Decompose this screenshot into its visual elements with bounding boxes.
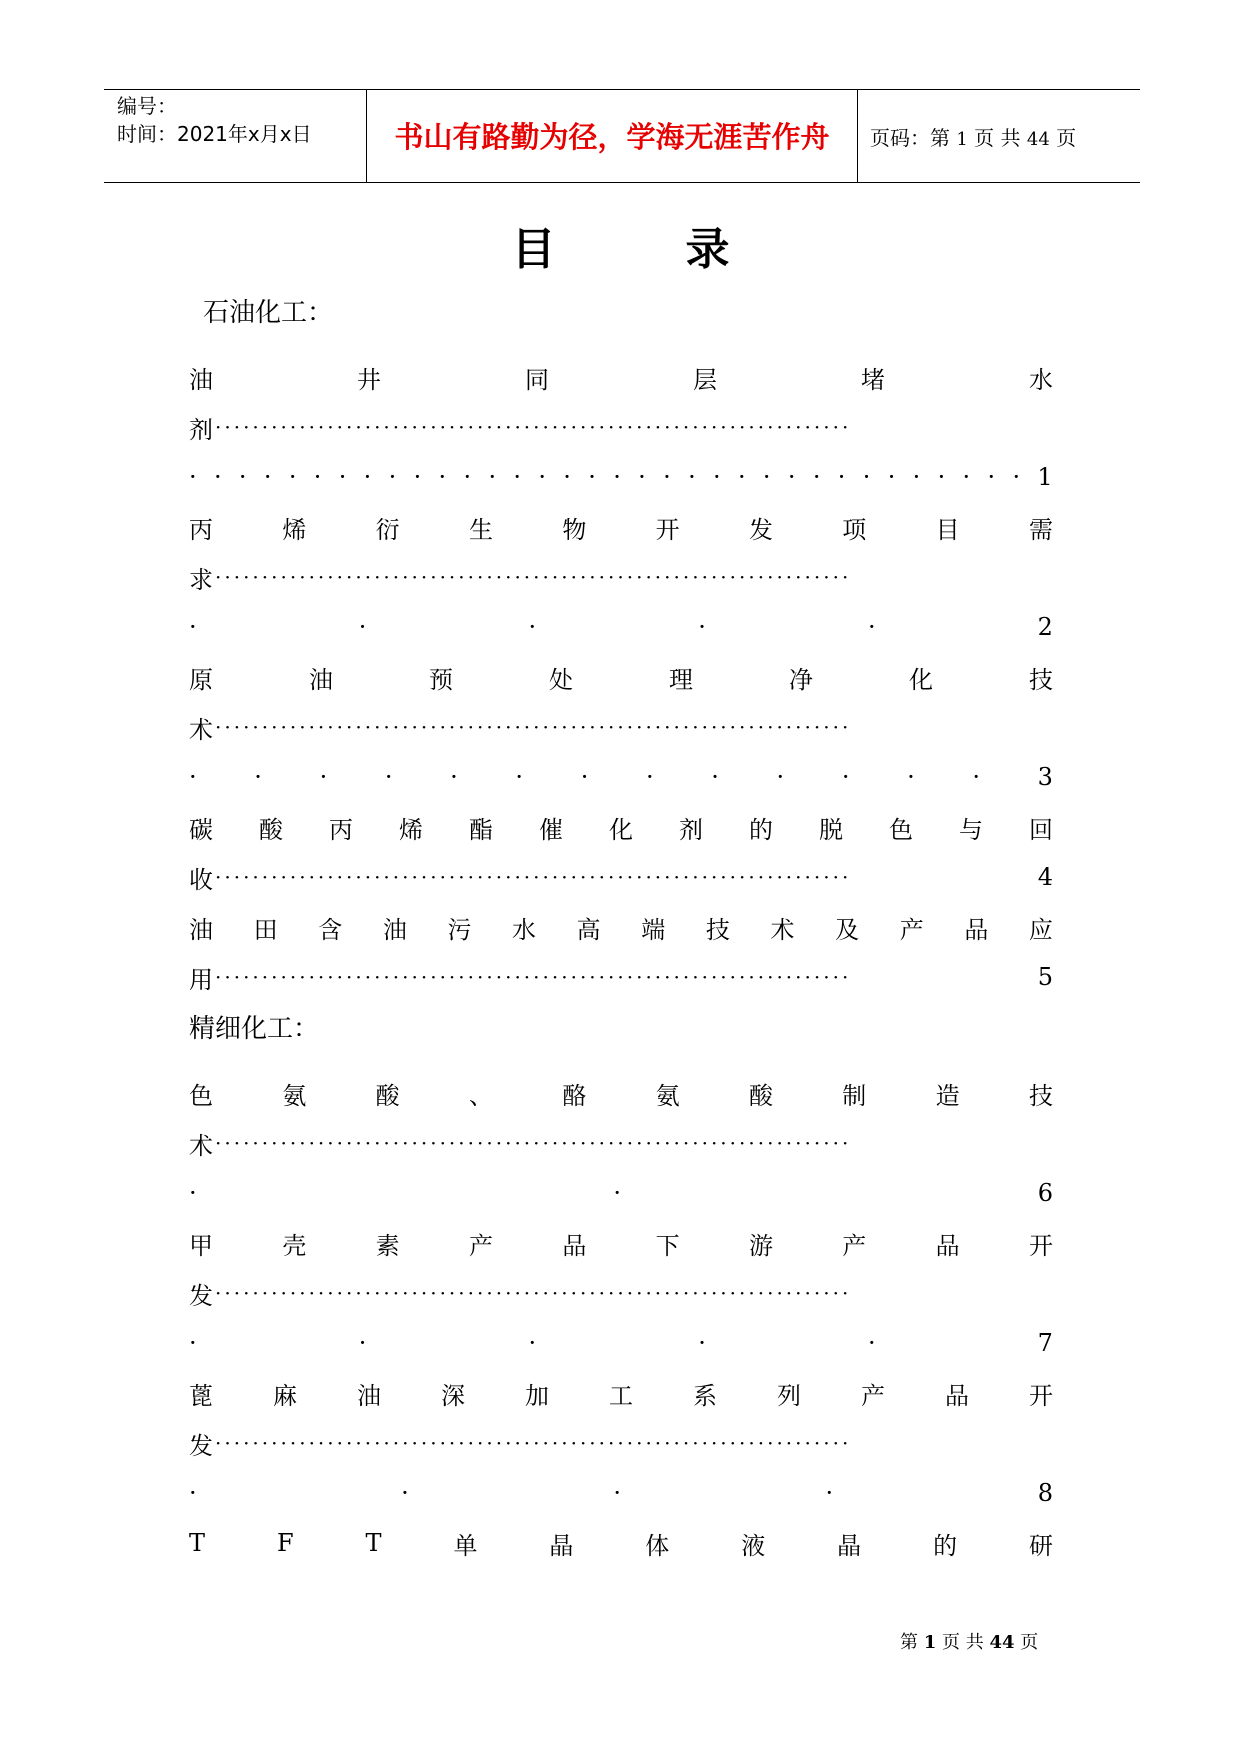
dot: · [737,463,746,491]
dot: · [711,763,719,791]
char: 化 [909,665,933,694]
dot: · [338,463,347,491]
char: 深 [441,1381,465,1410]
char: 液 [741,1531,766,1560]
footer-total: 44 [989,1632,1015,1653]
char: 甲 [189,1231,213,1260]
dot: · [213,463,222,491]
char: 术 [770,915,795,944]
section-heading-petrochemical: 石油化工： [203,298,334,328]
page-footer [900,1628,1038,1654]
dot-leader: ···································································· [215,1281,852,1305]
dot: · [413,463,422,491]
toc-entry-7-title[interactable] [189,1223,1053,1263]
char: 丙 [329,815,353,844]
dot: · [912,463,921,491]
dot: · [837,463,846,491]
dot: · [401,1479,409,1507]
char: 开 [1029,1381,1053,1410]
dot: · [488,463,497,491]
dot-leader: ···································································· [215,1431,852,1455]
dot: · [867,1329,876,1357]
dot: · [713,463,721,491]
char: 剂 [679,815,703,844]
dot: · [762,463,771,491]
dot: · [450,763,458,791]
char: 晶 [837,1531,862,1560]
header-divider-right [857,89,858,183]
char: 酸 [259,815,283,844]
char: 化 [609,815,633,844]
char: 物 [562,515,587,544]
dot: · [358,613,367,641]
dot: · [538,463,546,491]
dot: · [862,463,871,491]
dot: · [663,463,671,491]
toc-entry-2-page-line [189,607,1053,647]
dot: · [513,463,522,491]
dot: · [319,763,328,791]
dot: · [238,463,247,491]
dot: · [776,763,785,791]
dot: · [613,1479,621,1507]
dot: · [384,763,393,791]
dot: · [887,463,896,491]
char: F [276,1529,294,1557]
char: 列 [777,1381,801,1410]
char: 制 [842,1081,867,1110]
page-label-mid: 页 共 [974,126,1021,150]
dot: · [189,1179,197,1207]
char: 酸 [375,1081,400,1110]
char: 体 [645,1531,670,1560]
char: 酪 [562,1081,587,1110]
char: 发 [189,1281,213,1310]
char: 污 [447,915,472,944]
char: 品 [945,1381,969,1410]
char: 下 [655,1231,680,1260]
char: 技 [705,915,730,944]
dot-leader: ···································································· [215,865,852,889]
char: 工 [609,1381,633,1410]
section-heading-fine-chemical: 精细化工： [189,1014,320,1044]
char: 发 [189,1431,213,1460]
page-current: 1 [956,129,968,150]
dot: · [313,463,322,491]
date-label: 时间：2021年x月x日 [117,122,312,146]
header-bottom-rule [104,182,1140,183]
dot-leader: ···································································· [215,715,852,739]
char: 项 [842,515,867,544]
char: T [365,1529,382,1557]
char: 水 [512,915,537,944]
char: 用 [189,965,213,994]
toc-entry-5-title[interactable] [189,907,1053,947]
char: 堵 [861,365,885,394]
dot: · [972,763,981,791]
char: 衍 [375,515,400,544]
toc-entry-6-title[interactable] [189,1073,1053,1113]
char: 处 [549,665,573,694]
toc-page-number: 7 [1037,1329,1053,1357]
dot: · [613,463,621,491]
char: 术 [189,715,213,744]
char: 色 [889,815,913,844]
dot: · [867,613,876,641]
dot-leader: ···································································· [215,1131,852,1155]
toc-page-number: 8 [1037,1479,1053,1507]
char: 产 [468,1231,493,1260]
char: 理 [669,665,693,694]
dot: · [438,463,447,491]
toc-entry-1-title[interactable] [189,357,1053,397]
char: 品 [935,1231,960,1260]
char: 油 [309,665,333,694]
toc-entry-3-leader [189,707,1053,747]
footer-mid: 页 共 [942,1632,984,1653]
dot: · [645,763,654,791]
toc-entry-8-title[interactable] [189,1373,1053,1413]
char: 品 [562,1231,587,1260]
char: 碳 [189,815,213,844]
toc-page-number: 4 [1037,863,1053,891]
dot: · [515,763,524,791]
footer-suffix: 页 [1020,1632,1039,1653]
toc-entry-7-page-line [189,1323,1053,1363]
char: 的 [933,1531,958,1560]
char: 预 [429,665,453,694]
toc-page-number: 2 [1037,613,1053,641]
dot: · [580,763,589,791]
dot: · [1012,463,1021,491]
char: 高 [576,915,601,944]
toc-title-char: 录 [685,224,730,275]
dot: · [698,1329,706,1357]
char: 同 [525,365,549,394]
toc-entry-2-title[interactable] [189,507,1053,547]
footer-current: 1 [923,1632,937,1653]
dot: · [189,1329,197,1357]
char: 及 [835,915,860,944]
dot: · [825,1479,834,1507]
toc-page-number: 5 [1037,963,1053,991]
char: 造 [935,1081,960,1110]
char: 回 [1029,815,1053,844]
char: 净 [789,665,813,694]
dot: · [288,463,297,491]
char: 油 [189,915,213,944]
char: 含 [318,915,343,944]
dot: · [254,763,262,791]
page-label-prefix: 页码：第 [870,126,950,150]
char: 催 [539,815,563,844]
char: 原 [189,665,213,694]
char: 需 [1028,515,1053,544]
toc-entry-2-leader [189,557,1053,597]
char: 丙 [189,515,213,544]
char: 氨 [655,1081,680,1110]
char: 开 [655,515,680,544]
toc-page-number: 1 [1037,463,1053,491]
char: 晶 [549,1531,574,1560]
dot: · [388,463,397,491]
char: 端 [641,915,666,944]
dot-leader: ···································································· [215,965,852,989]
header-top-rule [104,89,1140,90]
char: 麻 [273,1381,297,1410]
char: 求 [189,565,213,594]
dot: · [463,463,472,491]
dot: · [563,463,571,491]
char: 单 [453,1531,478,1560]
char: 油 [382,915,407,944]
char: 品 [964,915,989,944]
page-total: 44 [1026,129,1050,150]
header-motto: 书山有路勤为径，学海无涯苦作舟 [394,120,830,154]
header-divider-left [366,89,367,183]
char: 色 [189,1081,213,1110]
char: 目 [935,515,960,544]
char: 脱 [819,815,843,844]
char: 开 [1028,1231,1053,1260]
char: 井 [357,365,381,394]
toc-entry-5-leader [189,957,1053,997]
dot: · [189,463,197,491]
dot: · [638,463,646,491]
char: 的 [749,815,773,844]
dot: · [613,1179,621,1207]
dot: · [907,763,915,791]
dot-leader: ···································································· [215,415,852,439]
toc-entry-3-page-line [189,757,1053,797]
dot-leader: ···································································· [215,565,852,589]
dot: · [358,1329,367,1357]
char: 田 [253,915,278,944]
toc-title-char: 目 [511,224,556,275]
dot: · [698,613,706,641]
dot: · [189,613,197,641]
char: 收 [189,865,213,894]
char: 油 [189,365,213,394]
char: 技 [1028,1081,1053,1110]
char: 素 [375,1231,400,1260]
toc-title [0,213,1241,277]
dot: · [841,763,850,791]
toc-entry-6-page-line [189,1173,1053,1213]
dot: · [189,763,197,791]
char: 氨 [282,1081,307,1110]
char: 酯 [469,815,493,844]
toc-entry-8-page-line [189,1473,1053,1513]
footer-prefix: 第 [900,1632,918,1653]
dot: · [363,463,372,491]
header-page-number [870,122,1076,151]
char: 壳 [282,1231,307,1260]
serial-label: 编号： [117,94,177,118]
char: 系 [693,1381,717,1410]
dot: · [528,1329,537,1357]
dot: · [937,463,946,491]
char: 油 [357,1381,381,1410]
char: 游 [748,1231,773,1260]
dot: · [528,613,537,641]
char: 研 [1028,1531,1053,1560]
char: 烯 [399,815,423,844]
toc-entry-1-page-line [189,457,1053,497]
dot: · [189,1479,197,1507]
char: 产 [842,1231,867,1260]
char: 剂 [189,415,213,444]
dot: · [688,463,696,491]
page-label-suffix: 页 [1056,126,1077,150]
dot: · [812,463,821,491]
char: 加 [525,1381,549,1410]
toc-page-number: 6 [1037,1179,1053,1207]
char: 层 [693,365,717,394]
toc-entry-4-title[interactable] [189,807,1053,847]
toc-entry-8-leader [189,1423,1053,1463]
toc-entry-1-leader [189,407,1053,447]
toc-entry-9-title[interactable] [189,1523,1053,1563]
char: 产 [861,1381,885,1410]
char: 酸 [748,1081,773,1110]
toc-entry-6-leader [189,1123,1053,1163]
char: T [189,1529,206,1557]
char: 蓖 [189,1381,213,1410]
char: 与 [959,815,983,844]
dot: · [962,463,971,491]
char: 技 [1029,665,1053,694]
char: 产 [899,915,924,944]
char: 发 [748,515,773,544]
char: 应 [1028,915,1053,944]
char: 烯 [282,515,307,544]
header-meta [117,92,312,148]
char: 术 [189,1131,213,1160]
char: 生 [468,515,493,544]
dot: · [588,463,596,491]
dot: · [787,463,796,491]
toc-page-number: 3 [1037,763,1053,791]
dot: · [263,463,272,491]
toc-entry-7-leader [189,1273,1053,1313]
toc-entry-3-title[interactable] [189,657,1053,697]
toc-entry-4-leader [189,857,1053,897]
char: 、 [468,1081,493,1110]
dot: · [987,463,996,491]
char: 水 [1029,365,1053,394]
